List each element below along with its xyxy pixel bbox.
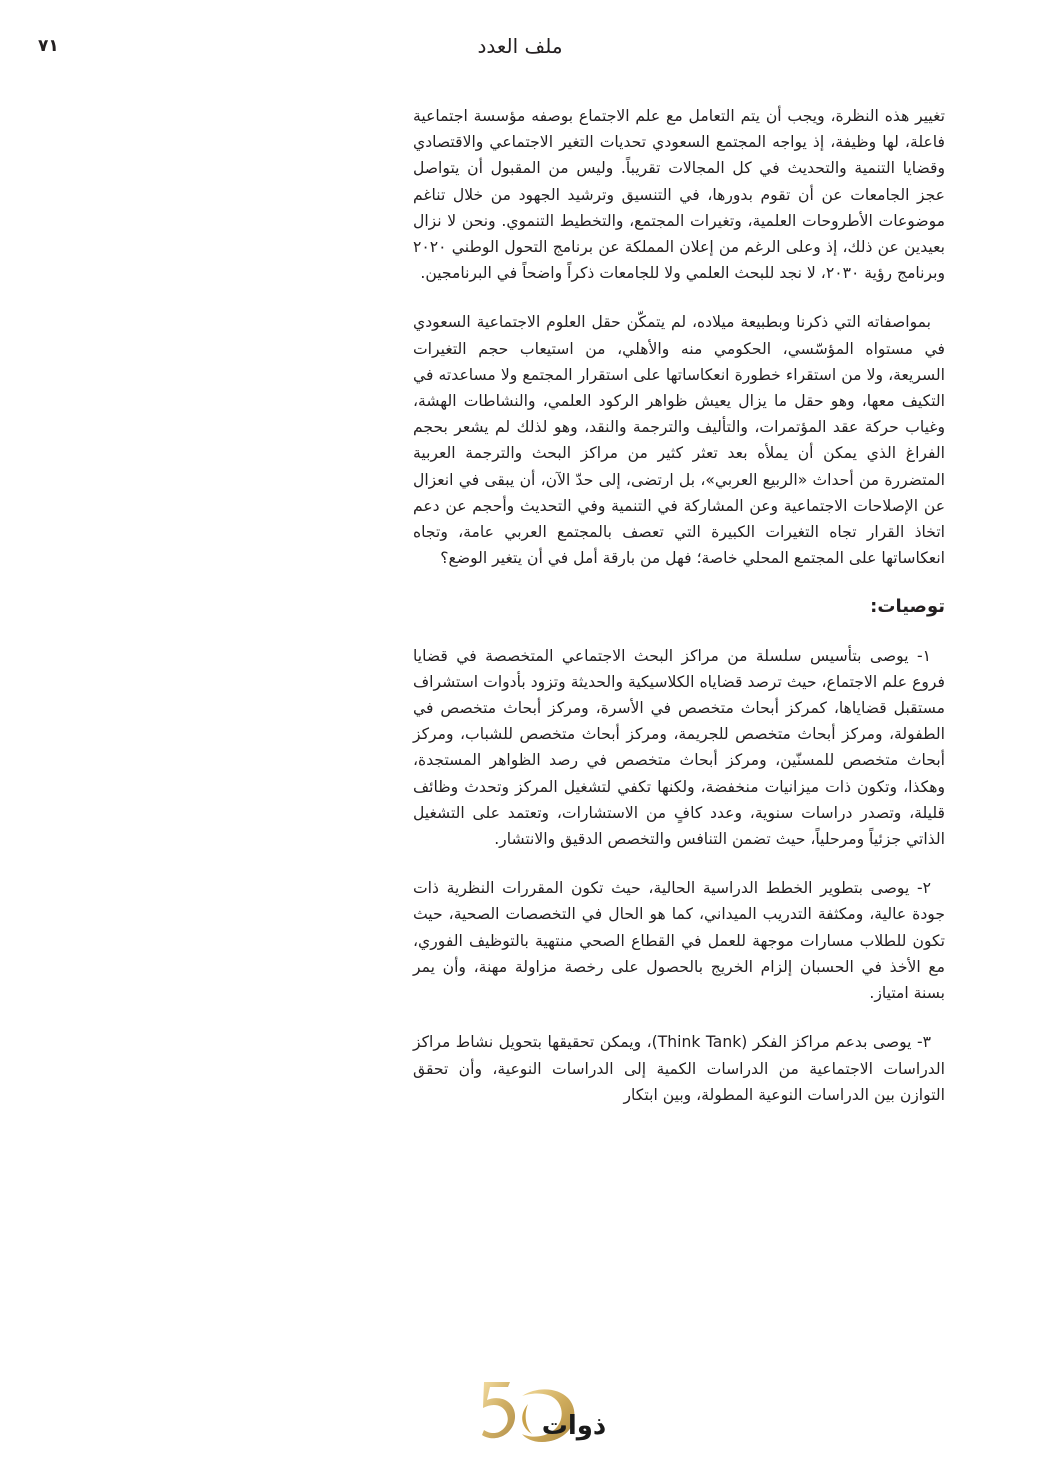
page-number: ٧١ [38, 36, 59, 56]
recommendation-item: ٣- يوصى بدعم مراكز الفكر (Think Tank)، ويمكن تحقيقها بتحويل نشاط مراكز الدراسات الاجتماعية من الدراسات الكمية إلى الدراسات النوعية، وأن تحقق التوازن بين الدراسات النوعية المطولة، وبين ابتكار [413, 1033, 945, 1104]
recommendation-item: ١- يوصى بتأسيس سلسلة من مراكز البحث الاجتماعي المتخصصة في قضايا فروع علم الاجتماع، حيث ترصد قضاياه الكلاسيكية والحديثة وتزود بأدوات استشراف مستقبل قضاياها، كمركز أبحاث متخصص في الأسرة، ومركز أبحاث متخصص في الطفولة، ومركز أبحاث متخصص للجريمة، ومركز أبحاث متخصص للشباب، ومركز أبحاث متخصص للمسنّين، ومركز أبحاث متخصص في رصد الظواهر المستجدة، وهكذا، وتكون ذات ميزانيات منخفضة، ولكنها تكفي لتشغيل المركز وتحدث وظائف قليلة، وتصدر دراسات سنوية، وعدد كافٍ من الاستشارات، وتعتمد على التشغيل الذاتي جزئياً ومرحلياً، حيث تضمن التنافس والتخصص الدقيق والانتشار. [413, 646, 945, 849]
article-paragraph: تغيير هذه النظرة، ويجب أن يتم التعامل مع علم الاجتماع بوصفه مؤسسة اجتماعية فاعلة، لها وظيفة، إذ يواجه المجتمع السعودي تحديات التغير الاجتماعي والاقتصادي وقضايا التنمية والتحديث في كل المجالات تقريباً. وليس من المقبول أن يتواصل عجز الجامعات عن أن تقوم بدورها، في التنسيق وترشيد الجهود من خلال تناغم موضوعات الأطروحات العلمية، وتغيرات المجتمع، والتخطيط التنموي. ونحن لا نزال بعيدين عن ذلك، إذ وعلى الرغم من إعلان المملكة عن برنامج التحول الوطني ٢٠٢٠ وبرنامج رؤية ٢٠٣٠، لا نجد للبحث العلمي ولا للجامعات ذكراً واضحاً في البرنامجين. [413, 107, 945, 283]
article-body [413, 103, 945, 1131]
recommendations-heading: توصيات: [870, 596, 945, 618]
section-title: ملف العدد [477, 34, 563, 58]
logo-wordmark: ذوات [541, 1411, 607, 1441]
article-paragraph: بمواصفاته التي ذكرنا وبطبيعة ميلاده، لم يتمكّن حقل العلوم الاجتماعية السعودي في مستواه المؤسّسي، الحكومي منه والأهلي، من استيعاب حجم التغيرات السريعة، ولا من استقراء خطورة انعكاساتها على استقرار المجتمع ولا مساعدته في التكيف معها، وهو حقل ما يزال يعيش ظواهر الركود العلمي، والنشاطات الهشة، وغياب حركة عقد المؤتمرات، والتأليف والترجمة والنقد، وهو لذلك لم يشعر بحجم الفراغ الذي يمكن أن يملأه بعد تعثر كثير من مراكز البحث والترجمة العربية المتضررة من أحداث «الربيع العربي»، بل ارتضى، إلى حدّ الآن، أن يبقى في انعزال عن الإصلاحات الاجتماعية وعن المشاركة في التنمية وفي التحديث وأحجم عن دعم اتخاذ القرار تجاه التغيرات الكبيرة التي تعصف بالمجتمع العربي عامة، وتجاه انعكاساتها على المجتمع المحلي خاصة؛ فهل من بارقة أمل في أن يتغير الوضع؟ [413, 313, 945, 568]
dhawat-50-logo [470, 1378, 610, 1450]
recommendation-item: ٢- يوصى بتطوير الخطط الدراسية الحالية، حيث تكون المقررات النظرية ذات جودة عالية، ومكثفة التدريب الميداني، كما هو الحال في التخصصات الصحية، حيث تكون للطلاب مسارات موجهة للعمل في القطاع الصحي منتهية بالتوظيف الفوري، مع الأخذ في الحسبان إلزام الخريج بالحصول على رخصة مزاولة مهنة، وأن يمر بسنة امتياز. [413, 879, 945, 1003]
